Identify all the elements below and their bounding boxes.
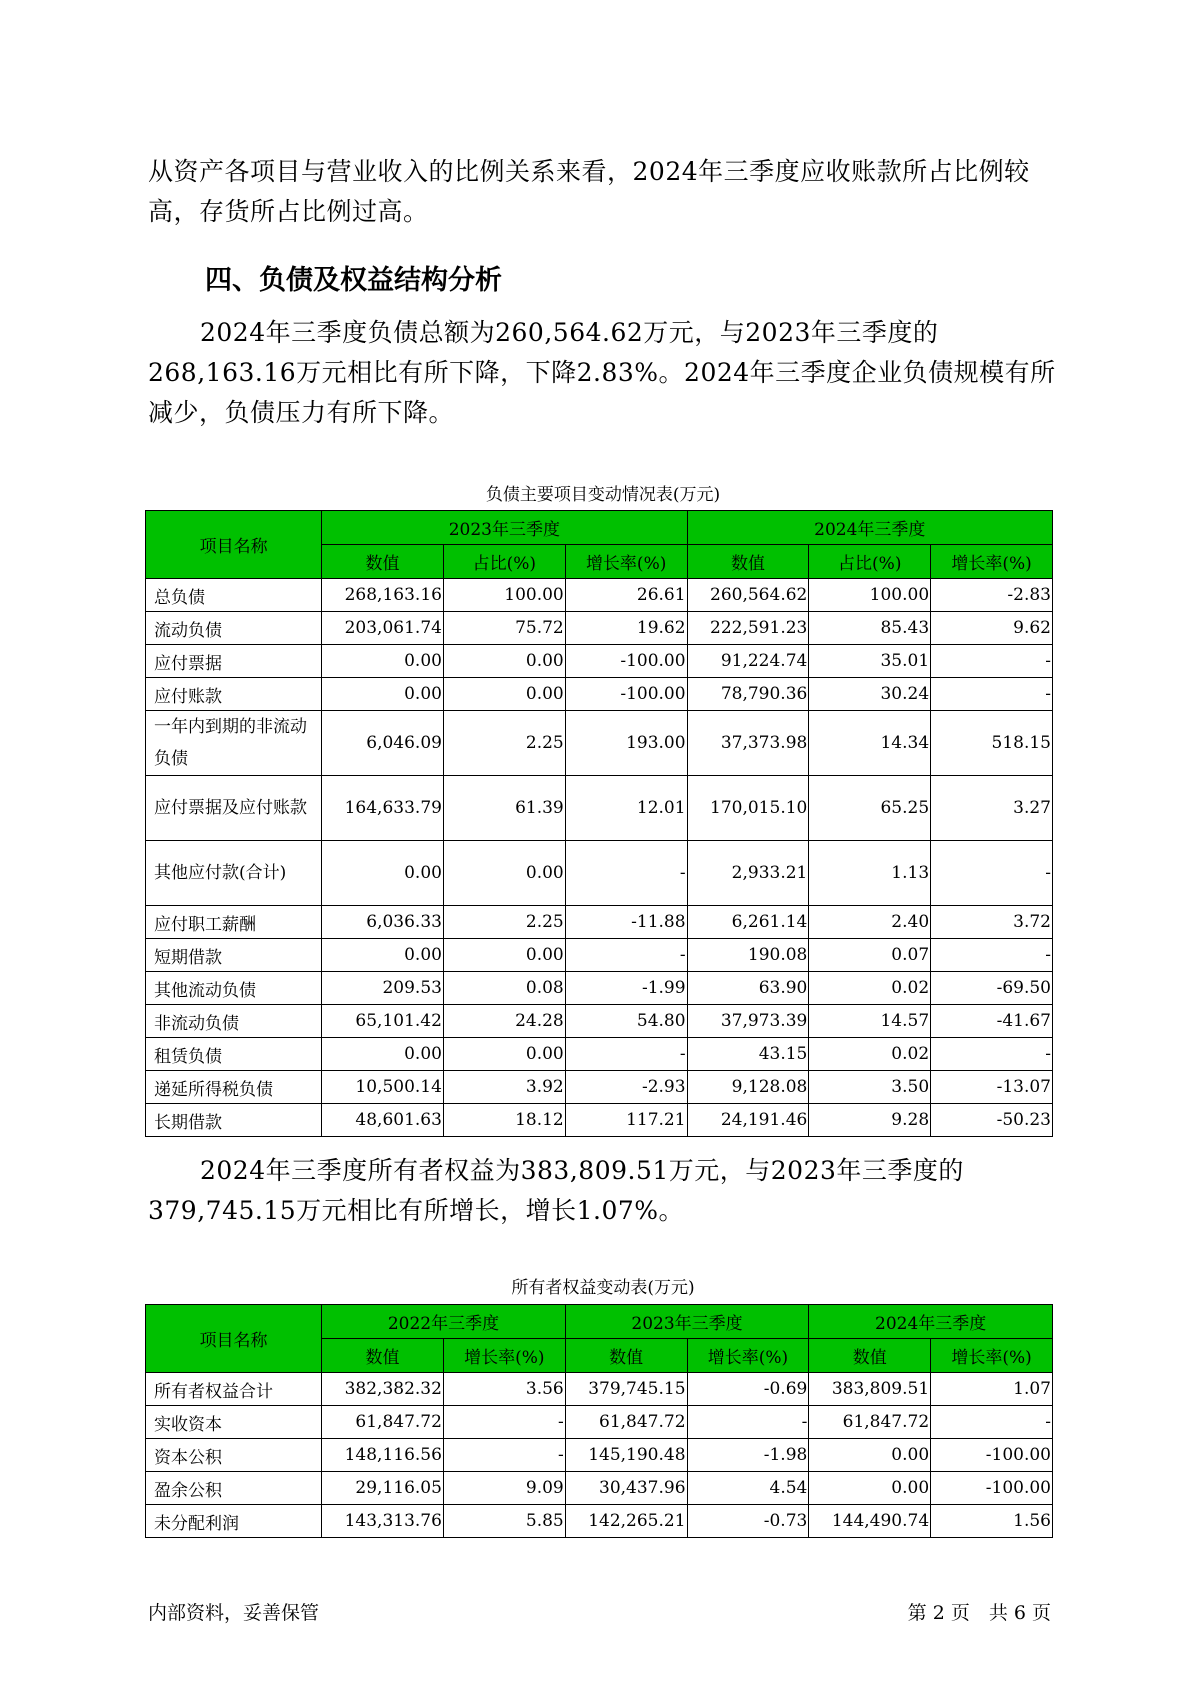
cell-value: 143,313.76 [322, 1505, 444, 1538]
cell-value: 0.00 [443, 645, 565, 678]
row-label: 盈余公积 [146, 1472, 322, 1505]
cell-value: 37,373.98 [687, 711, 809, 776]
table-row [146, 1439, 1053, 1472]
table-row [146, 645, 1053, 678]
row-label: 总负债 [146, 579, 322, 612]
cell-value: 61,847.72 [322, 1406, 444, 1439]
cell-value: 19.62 [565, 612, 687, 645]
cell-value: 65,101.42 [322, 1005, 444, 1038]
cell-value: 2,933.21 [687, 841, 809, 906]
cell-value: 100.00 [809, 579, 931, 612]
cell-value: 0.00 [443, 678, 565, 711]
cell-value: 0.00 [809, 1439, 931, 1472]
cell-value: 2.25 [443, 711, 565, 776]
cell-value: 6,036.33 [322, 906, 444, 939]
row-label: 应付票据及应付账款 [146, 776, 322, 841]
col-value-header: 数值 [565, 1339, 687, 1373]
cell-value: 1.07 [931, 1373, 1053, 1406]
cell-value: 85.43 [809, 612, 931, 645]
col-growth-header: 增长率(%) [931, 1339, 1053, 1373]
item-name-header: 项目名称 [146, 511, 322, 579]
table-row [146, 776, 1053, 841]
cell-value: 2.25 [443, 906, 565, 939]
liabilities-table [145, 510, 1053, 1137]
cell-value: 144,490.74 [809, 1505, 931, 1538]
cell-value: 0.00 [322, 645, 444, 678]
row-label: 实收资本 [146, 1406, 322, 1439]
cell-value: - [931, 678, 1053, 711]
page-number: 第 2 页 共 6 页 [907, 1602, 1051, 1624]
cell-value: 63.90 [687, 972, 809, 1005]
footer-note: 内部资料，妥善保管 [148, 1602, 320, 1624]
cell-value: 0.02 [809, 972, 931, 1005]
col-ratio-header: 占比(%) [809, 545, 931, 579]
cell-value: 75.72 [443, 612, 565, 645]
cell-value: 6,046.09 [322, 711, 444, 776]
cell-value: - [443, 1406, 565, 1439]
cell-value: 65.25 [809, 776, 931, 841]
cell-value: 26.61 [565, 579, 687, 612]
cell-value: 30.24 [809, 678, 931, 711]
table-row [146, 1104, 1053, 1137]
col-growth-header: 增长率(%) [687, 1339, 809, 1373]
row-label: 所有者权益合计 [146, 1373, 322, 1406]
group-header-2022: 2022年三季度 [322, 1305, 566, 1339]
cell-value: 0.00 [322, 678, 444, 711]
cell-value: 14.57 [809, 1005, 931, 1038]
row-label: 应付账款 [146, 678, 322, 711]
cell-value: -50.23 [931, 1104, 1053, 1137]
cell-value: 379,745.15 [565, 1373, 687, 1406]
cell-value: 78,790.36 [687, 678, 809, 711]
cell-value: - [931, 841, 1053, 906]
row-label: 一年内到期的非流动负债 [146, 711, 322, 776]
cell-value: 18.12 [443, 1104, 565, 1137]
cell-value: 5.85 [443, 1505, 565, 1538]
table-row [146, 1406, 1053, 1439]
cell-value: - [565, 841, 687, 906]
cell-value: 0.00 [322, 841, 444, 906]
cell-value: -100.00 [565, 645, 687, 678]
cell-value: 61,847.72 [565, 1406, 687, 1439]
cell-value: -41.67 [931, 1005, 1053, 1038]
cell-value: 190.08 [687, 939, 809, 972]
cell-value: 0.00 [322, 1038, 444, 1071]
cell-value: 3.27 [931, 776, 1053, 841]
cell-value: - [931, 939, 1053, 972]
cell-value: -1.99 [565, 972, 687, 1005]
cell-value: 518.15 [931, 711, 1053, 776]
cell-value: 61.39 [443, 776, 565, 841]
table-row [146, 1005, 1053, 1038]
cell-value: 9.62 [931, 612, 1053, 645]
cell-value: 12.01 [565, 776, 687, 841]
table-row [146, 678, 1053, 711]
cell-value: 9,128.08 [687, 1071, 809, 1104]
cell-value: 1.56 [931, 1505, 1053, 1538]
cell-value: 1.13 [809, 841, 931, 906]
table-row [146, 1038, 1053, 1071]
cell-value: 91,224.74 [687, 645, 809, 678]
cell-value: 43.15 [687, 1038, 809, 1071]
cell-value: 0.02 [809, 1038, 931, 1071]
cell-value: 2.40 [809, 906, 931, 939]
group-header-2024: 2024年三季度 [809, 1305, 1053, 1339]
table-row [146, 939, 1053, 972]
cell-value: 268,163.16 [322, 579, 444, 612]
col-value-header: 数值 [687, 545, 809, 579]
paragraph-equity: 2024年三季度所有者权益为383,809.51万元，与2023年三季度的379,745.15万元相比有所增长，增长1.07%。 [148, 1156, 964, 1225]
table-row [146, 612, 1053, 645]
cell-value: -100.00 [931, 1472, 1053, 1505]
col-growth-header: 增长率(%) [443, 1339, 565, 1373]
cell-value: 10,500.14 [322, 1071, 444, 1104]
cell-value: 142,265.21 [565, 1505, 687, 1538]
cell-value: 24,191.46 [687, 1104, 809, 1137]
row-label: 应付票据 [146, 645, 322, 678]
cell-value: 193.00 [565, 711, 687, 776]
cell-value: - [443, 1439, 565, 1472]
cell-value: 145,190.48 [565, 1439, 687, 1472]
table-row [146, 906, 1053, 939]
row-label: 流动负债 [146, 612, 322, 645]
table-row [146, 841, 1053, 906]
cell-value: 170,015.10 [687, 776, 809, 841]
group-header-2024: 2024年三季度 [687, 511, 1052, 545]
table-row [146, 1472, 1053, 1505]
cell-value: 0.08 [443, 972, 565, 1005]
cell-value: 383,809.51 [809, 1373, 931, 1406]
cell-value: -13.07 [931, 1071, 1053, 1104]
cell-value: 54.80 [565, 1005, 687, 1038]
cell-value: -11.88 [565, 906, 687, 939]
cell-value: -69.50 [931, 972, 1053, 1005]
cell-value: 14.34 [809, 711, 931, 776]
cell-value: 48,601.63 [322, 1104, 444, 1137]
cell-value: 0.00 [443, 939, 565, 972]
table-row [146, 1505, 1053, 1538]
cell-value: 148,116.56 [322, 1439, 444, 1472]
row-label: 资本公积 [146, 1439, 322, 1472]
cell-value: - [687, 1406, 809, 1439]
cell-value: 260,564.62 [687, 579, 809, 612]
cell-value: 37,973.39 [687, 1005, 809, 1038]
group-header-2023: 2023年三季度 [565, 1305, 809, 1339]
cell-value: - [931, 1038, 1053, 1071]
cell-value: -100.00 [931, 1439, 1053, 1472]
table-row [146, 579, 1053, 612]
table1-caption: 负债主要项目变动情况表(万元) [485, 485, 721, 505]
cell-value: 24.28 [443, 1005, 565, 1038]
row-label: 递延所得税负债 [146, 1071, 322, 1104]
cell-value: -2.83 [931, 579, 1053, 612]
table-row [146, 1071, 1053, 1104]
cell-value: - [565, 939, 687, 972]
cell-value: 35.01 [809, 645, 931, 678]
table-row [146, 711, 1053, 776]
cell-value: 3.50 [809, 1071, 931, 1104]
col-value-header: 数值 [809, 1339, 931, 1373]
cell-value: 203,061.74 [322, 612, 444, 645]
row-label: 非流动负债 [146, 1005, 322, 1038]
row-label: 租赁负债 [146, 1038, 322, 1071]
cell-value: 117.21 [565, 1104, 687, 1137]
cell-value: 0.07 [809, 939, 931, 972]
row-label: 长期借款 [146, 1104, 322, 1137]
cell-value: - [931, 645, 1053, 678]
cell-value: 6,261.14 [687, 906, 809, 939]
row-label: 应付职工薪酬 [146, 906, 322, 939]
cell-value: -0.73 [687, 1505, 809, 1538]
paragraph-liabilities: 2024年三季度负债总额为260,564.62万元，与2023年三季度的268,163.16万元相比有所下降，下降2.83%。2024年三季度企业负债规模有所减少，负债压力有所下降。 [148, 318, 1056, 427]
group-header-2023: 2023年三季度 [322, 511, 687, 545]
col-ratio-header: 占比(%) [443, 545, 565, 579]
row-label: 短期借款 [146, 939, 322, 972]
item-name-header: 项目名称 [146, 1305, 322, 1373]
equity-table [145, 1304, 1053, 1538]
table-row [146, 1373, 1053, 1406]
table2-caption: 所有者权益变动表(万元) [511, 1278, 695, 1298]
cell-value: 9.09 [443, 1472, 565, 1505]
cell-value: 100.00 [443, 579, 565, 612]
col-value-header: 数值 [322, 1339, 444, 1373]
col-growth-header: 增长率(%) [565, 545, 687, 579]
row-label: 其他流动负债 [146, 972, 322, 1005]
cell-value: -2.93 [565, 1071, 687, 1104]
cell-value: 61,847.72 [809, 1406, 931, 1439]
cell-value: 4.54 [687, 1472, 809, 1505]
cell-value: 0.00 [443, 841, 565, 906]
table-row [146, 972, 1053, 1005]
cell-value: 3.92 [443, 1071, 565, 1104]
cell-value: - [931, 1406, 1053, 1439]
cell-value: -100.00 [565, 678, 687, 711]
cell-value: 9.28 [809, 1104, 931, 1137]
cell-value: 3.72 [931, 906, 1053, 939]
cell-value: -0.69 [687, 1373, 809, 1406]
paragraph-asset-ratio: 从资产各项目与营业收入的比例关系来看，2024年三季度应收账款所占比例较高，存货所占比例过高。 [148, 157, 1030, 226]
col-value-header: 数值 [322, 545, 444, 579]
cell-value: 164,633.79 [322, 776, 444, 841]
cell-value: 0.00 [809, 1472, 931, 1505]
row-label: 未分配利润 [146, 1505, 322, 1538]
cell-value: 222,591.23 [687, 612, 809, 645]
section-heading: 四、负债及权益结构分析 [205, 265, 502, 296]
cell-value: -1.98 [687, 1439, 809, 1472]
cell-value: 3.56 [443, 1373, 565, 1406]
col-growth-header: 增长率(%) [931, 545, 1053, 579]
cell-value: 209.53 [322, 972, 444, 1005]
cell-value: - [565, 1038, 687, 1071]
cell-value: 382,382.32 [322, 1373, 444, 1406]
cell-value: 0.00 [322, 939, 444, 972]
cell-value: 0.00 [443, 1038, 565, 1071]
row-label: 其他应付款(合计) [146, 841, 322, 906]
cell-value: 30,437.96 [565, 1472, 687, 1505]
cell-value: 29,116.05 [322, 1472, 444, 1505]
